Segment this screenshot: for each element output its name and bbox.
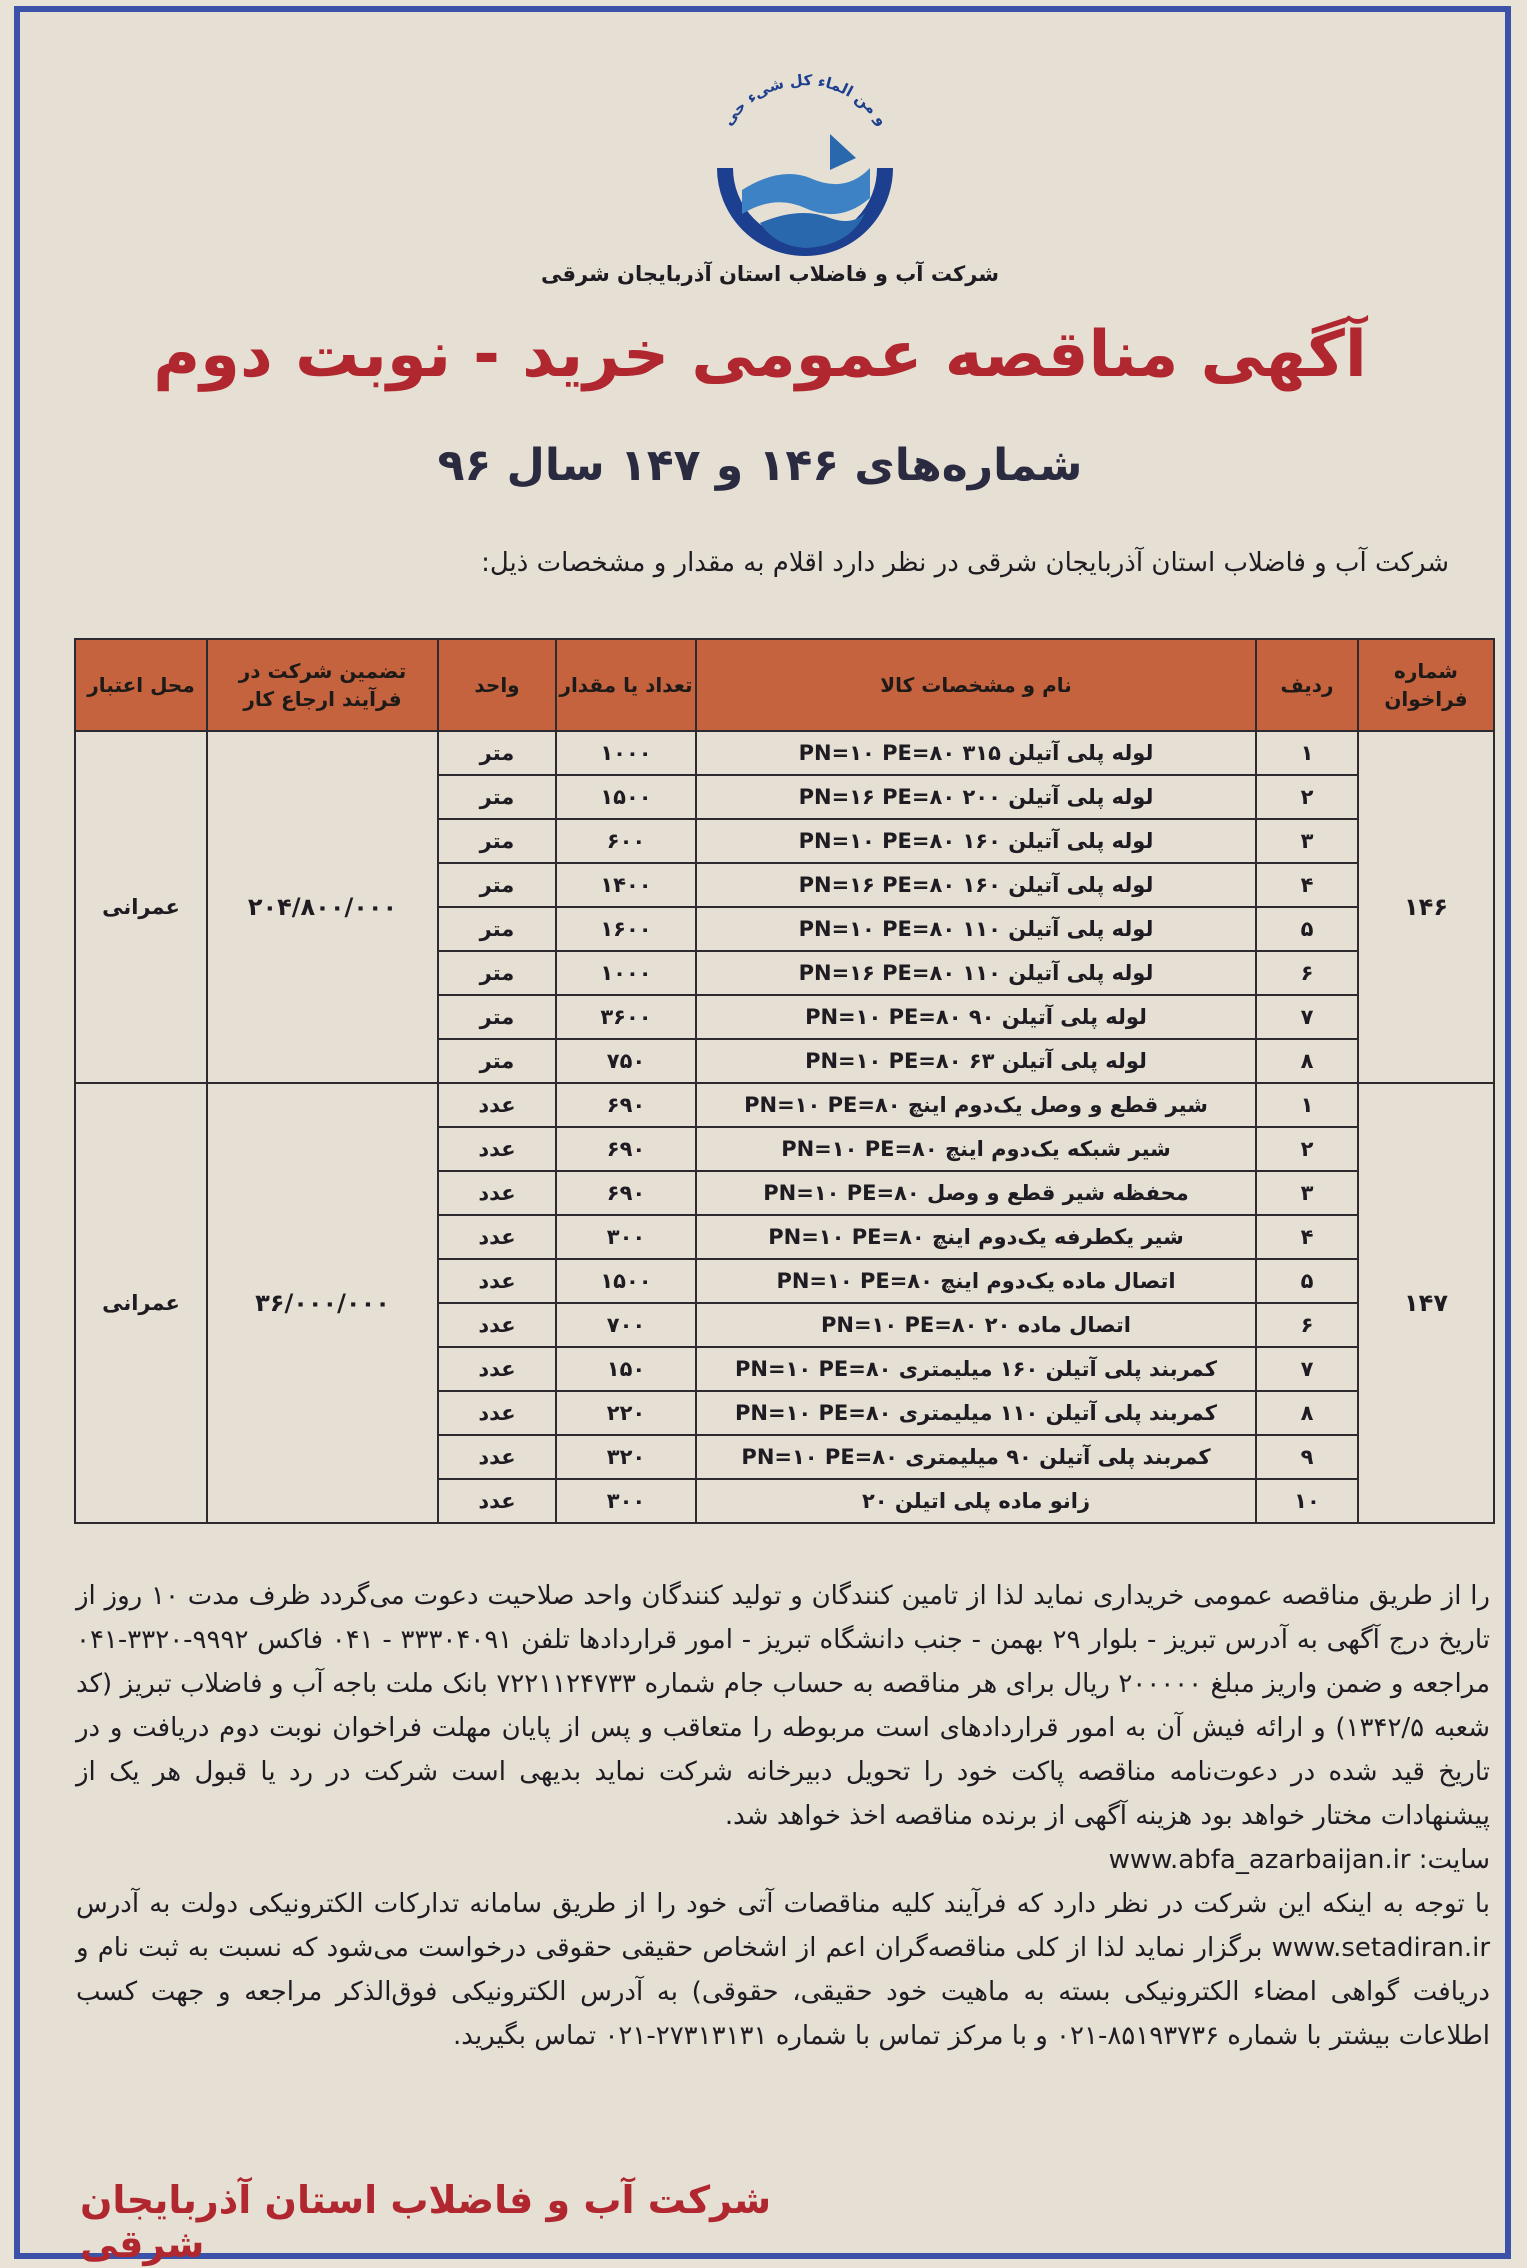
unit-cell: عدد [438,1215,556,1259]
unit-cell: متر [438,907,556,951]
row-number-cell: ۳ [1256,819,1358,863]
header-call-no: شماره فراخوان [1358,639,1494,731]
row-number-cell: ۶ [1256,951,1358,995]
body-paragraph-1: را از طریق مناقصه عمومی خریداری نماید لذا از تامین کنندگان و تولید کنندگان واحد صلاحیت دعوت می‌گردد ظرف مدت ۱۰ روز از تاریخ درج آگهی به آدرس تبریز - بلوار ۲۹ بهمن - جنب دانشگاه تبریز - امور قراردادها تلفن ۳۳۳۰۴۰۹۱ - ۰۴۱ فاکس ۹۹۹۲-۳۳۲۰-۰۴۱ مراجعه و ضمن واریز مبلغ ۲۰۰۰۰۰ ریال برای هر مناقصه به حساب جام شماره ۷۲۲۱۱۲۴۷۳۳ بانک ملت باجه آب و فاضلاب تبریز (کد شعبه ۱۳۴۲/۵) و ارائه فیش آن به امور قراردادهای است مربوطه را متعاقب و پس از پایان مهلت فراخوان نوبت دوم دریافت و در تاریخ قید شده در دعوت‌نامه مناقصه پاکت خود را تحویل دبیرخانه شرکت نماید بدیهی است شرکت در رد یا قبول هر یک از پیشنهادات مختار خواهد بود هزینه آگهی از برنده مناقصه اخذ خواهد شد. [76,1581,1490,1831]
page-title: آگهی مناقصه عمومی خرید - نوبت دوم [153,318,1367,392]
quantity-cell: ۱۴۰۰ [556,863,696,907]
unit-cell: متر [438,819,556,863]
water-company-logo [680,48,930,278]
unit-cell: عدد [438,1171,556,1215]
item-spec-cell: اتصال ماده ۲۰ PN=۱۰ PE=۸۰ [696,1303,1256,1347]
item-spec-cell: محفظه شیر قطع و وصل PN=۱۰ PE=۸۰ [696,1171,1256,1215]
unit-cell: متر [438,731,556,775]
call-number-cell: ۱۴۷ [1358,1083,1494,1523]
item-spec-cell: شیر یکطرفه یک‌دوم اینچ PN=۱۰ PE=۸۰ [696,1215,1256,1259]
header-spec: نام و مشخصات کالا [696,639,1256,731]
body-paragraph-2-b: برگزار نماید لذا از کلی مناقصه‌گران اعم از اشخاص حقیقی حقوقی درخواست می‌شود که نسبت به ثبت نام و دریافت گواهی امضاء الکترونیکی بسته به ماهیت خود حقیقی، حقوقی) به آدرس الکترونیکی فوق‌الذکر مراجعه و جهت کسب اطلاعات بیشتر با شماره ۸۵۱۹۳۷۳۶-۰۲۱ و با مرکز تماس با شماره ۲۷۳۱۳۱۳۱-۰۲۱ تماس بگیرید. [76,1933,1490,2051]
page-subtitle: شماره‌های ۱۴۶ و ۱۴۷ سال ۹۶ [437,440,1083,491]
call-number-cell: ۱۴۶ [1358,731,1494,1083]
unit-cell: عدد [438,1259,556,1303]
logo-caption: شرکت آب و فاضلاب استان آذربایجان شرقی [541,262,999,286]
unit-cell: عدد [438,1303,556,1347]
credit-cell: عمرانی [75,1083,207,1523]
unit-cell: متر [438,995,556,1039]
row-number-cell: ۳ [1256,1171,1358,1215]
announcement-page [14,6,1511,2266]
quantity-cell: ۶۹۰ [556,1127,696,1171]
header-guarantee: تضمین شرکت در فرآیند ارجاع کار [207,639,438,731]
row-number-cell: ۱ [1256,731,1358,775]
item-spec-cell: کمربند پلی آتیلن ۱۶۰ میلیمتری PN=۱۰ PE=۸۰ [696,1347,1256,1391]
header-credit: محل اعتبار [75,639,207,731]
intro-text: شرکت آب و فاضلاب استان آذربایجان شرقی در نظر دارد اقلام به مقدار و مشخصات ذیل: [481,548,1449,578]
header-unit: واحد [438,639,556,731]
item-spec-cell: شیر قطع و وصل یک‌دوم اینچ PN=۱۰ PE=۸۰ [696,1083,1256,1127]
item-spec-cell: لوله پلی آتیلن ۳۱۵ PN=۱۰ PE=۸۰ [696,731,1256,775]
row-number-cell: ۲ [1256,1127,1358,1171]
unit-cell: عدد [438,1347,556,1391]
quantity-cell: ۳۰۰ [556,1479,696,1523]
row-number-cell: ۴ [1256,863,1358,907]
footer-company-name: شرکت آب و فاضلاب استان آذربایجان شرقی [80,2178,772,2266]
item-spec-cell: لوله پلی آتیلن ۱۶۰ PN=۱۰ PE=۸۰ [696,819,1256,863]
quantity-cell: ۶۹۰ [556,1083,696,1127]
item-spec-cell: لوله پلی آتیلن ۶۳ PN=۱۰ PE=۸۰ [696,1039,1256,1083]
item-spec-cell: کمربند پلی آتیلن ۱۱۰ میلیمتری PN=۱۰ PE=۸۰ [696,1391,1256,1435]
row-number-cell: ۷ [1256,995,1358,1039]
items-body [75,731,1494,1523]
quantity-cell: ۱۵۰۰ [556,1259,696,1303]
table-row [75,731,1494,775]
row-number-cell: ۲ [1256,775,1358,819]
quantity-cell: ۱۰۰۰ [556,951,696,995]
unit-cell: عدد [438,1083,556,1127]
item-spec-cell: کمربند پلی آتیلن ۹۰ میلیمتری PN=۱۰ PE=۸۰ [696,1435,1256,1479]
row-number-cell: ۸ [1256,1391,1358,1435]
row-number-cell: ۱۰ [1256,1479,1358,1523]
unit-cell: متر [438,951,556,995]
item-spec-cell: زانو ماده پلی اتیلن ۲۰ [696,1479,1256,1523]
quantity-cell: ۱۶۰۰ [556,907,696,951]
quantity-cell: ۷۵۰ [556,1039,696,1083]
row-number-cell: ۷ [1256,1347,1358,1391]
item-spec-cell: لوله پلی آتیلن ۹۰ PN=۱۰ PE=۸۰ [696,995,1256,1039]
quantity-cell: ۳۲۰ [556,1435,696,1479]
svg-text:و من الماء کل شیء حی [719,71,891,129]
setad-link[interactable]: www.setadiran.ir [1271,1933,1491,1963]
quantity-cell: ۱۵۰ [556,1347,696,1391]
logo-motto: و من الماء کل شیء حی [718,71,892,129]
row-number-cell: ۱ [1256,1083,1358,1127]
row-number-cell: ۹ [1256,1435,1358,1479]
guarantee-cell: ۳۶/۰۰۰/۰۰۰ [207,1083,438,1523]
item-spec-cell: شیر شبکه یک‌دوم اینچ PN=۱۰ PE=۸۰ [696,1127,1256,1171]
quantity-cell: ۱۵۰۰ [556,775,696,819]
item-spec-cell: لوله پلی آتیلن ۱۱۰ PN=۱۰ PE=۸۰ [696,907,1256,951]
site-link[interactable]: www.abfa_azarbaijan.ir [1108,1845,1411,1875]
table-row [75,1083,1494,1127]
site-line [76,1838,1490,1882]
row-number-cell: ۸ [1256,1039,1358,1083]
unit-cell: عدد [438,1391,556,1435]
site-label: سایت: [1418,1845,1490,1875]
body-text [76,1574,1490,2058]
header-qty: تعداد یا مقدار [556,639,696,731]
unit-cell: متر [438,863,556,907]
quantity-cell: ۱۰۰۰ [556,731,696,775]
table-header-row [75,639,1494,731]
item-spec-cell: اتصال ماده یک‌دوم اینچ PN=۱۰ PE=۸۰ [696,1259,1256,1303]
item-spec-cell: لوله پلی آتیلن ۲۰۰ PN=۱۶ PE=۸۰ [696,775,1256,819]
unit-cell: عدد [438,1127,556,1171]
quantity-cell: ۶۰۰ [556,819,696,863]
quantity-cell: ۳۰۰ [556,1215,696,1259]
quantity-cell: ۲۲۰ [556,1391,696,1435]
item-spec-cell: لوله پلی آتیلن ۱۶۰ PN=۱۶ PE=۸۰ [696,863,1256,907]
unit-cell: متر [438,1039,556,1083]
quantity-cell: ۶۹۰ [556,1171,696,1215]
row-number-cell: ۵ [1256,907,1358,951]
unit-cell: عدد [438,1435,556,1479]
credit-cell: عمرانی [75,731,207,1083]
row-number-cell: ۴ [1256,1215,1358,1259]
unit-cell: عدد [438,1479,556,1523]
items-table [74,638,1495,1524]
item-spec-cell: لوله پلی آتیلن ۱۱۰ PN=۱۶ PE=۸۰ [696,951,1256,995]
quantity-cell: ۷۰۰ [556,1303,696,1347]
quantity-cell: ۳۶۰۰ [556,995,696,1039]
body-paragraph-2 [76,1882,1490,2058]
row-number-cell: ۶ [1256,1303,1358,1347]
guarantee-cell: ۲۰۴/۸۰۰/۰۰۰ [207,731,438,1083]
row-number-cell: ۵ [1256,1259,1358,1303]
body-paragraph-2-a: با توجه به اینکه این شرکت در نظر دارد که فرآیند کلیه مناقصات آتی خود را از طریق سامانه تدارکات الکترونیکی دولت به آدرس [76,1889,1490,1919]
header-row: ردیف [1256,639,1358,731]
unit-cell: متر [438,775,556,819]
